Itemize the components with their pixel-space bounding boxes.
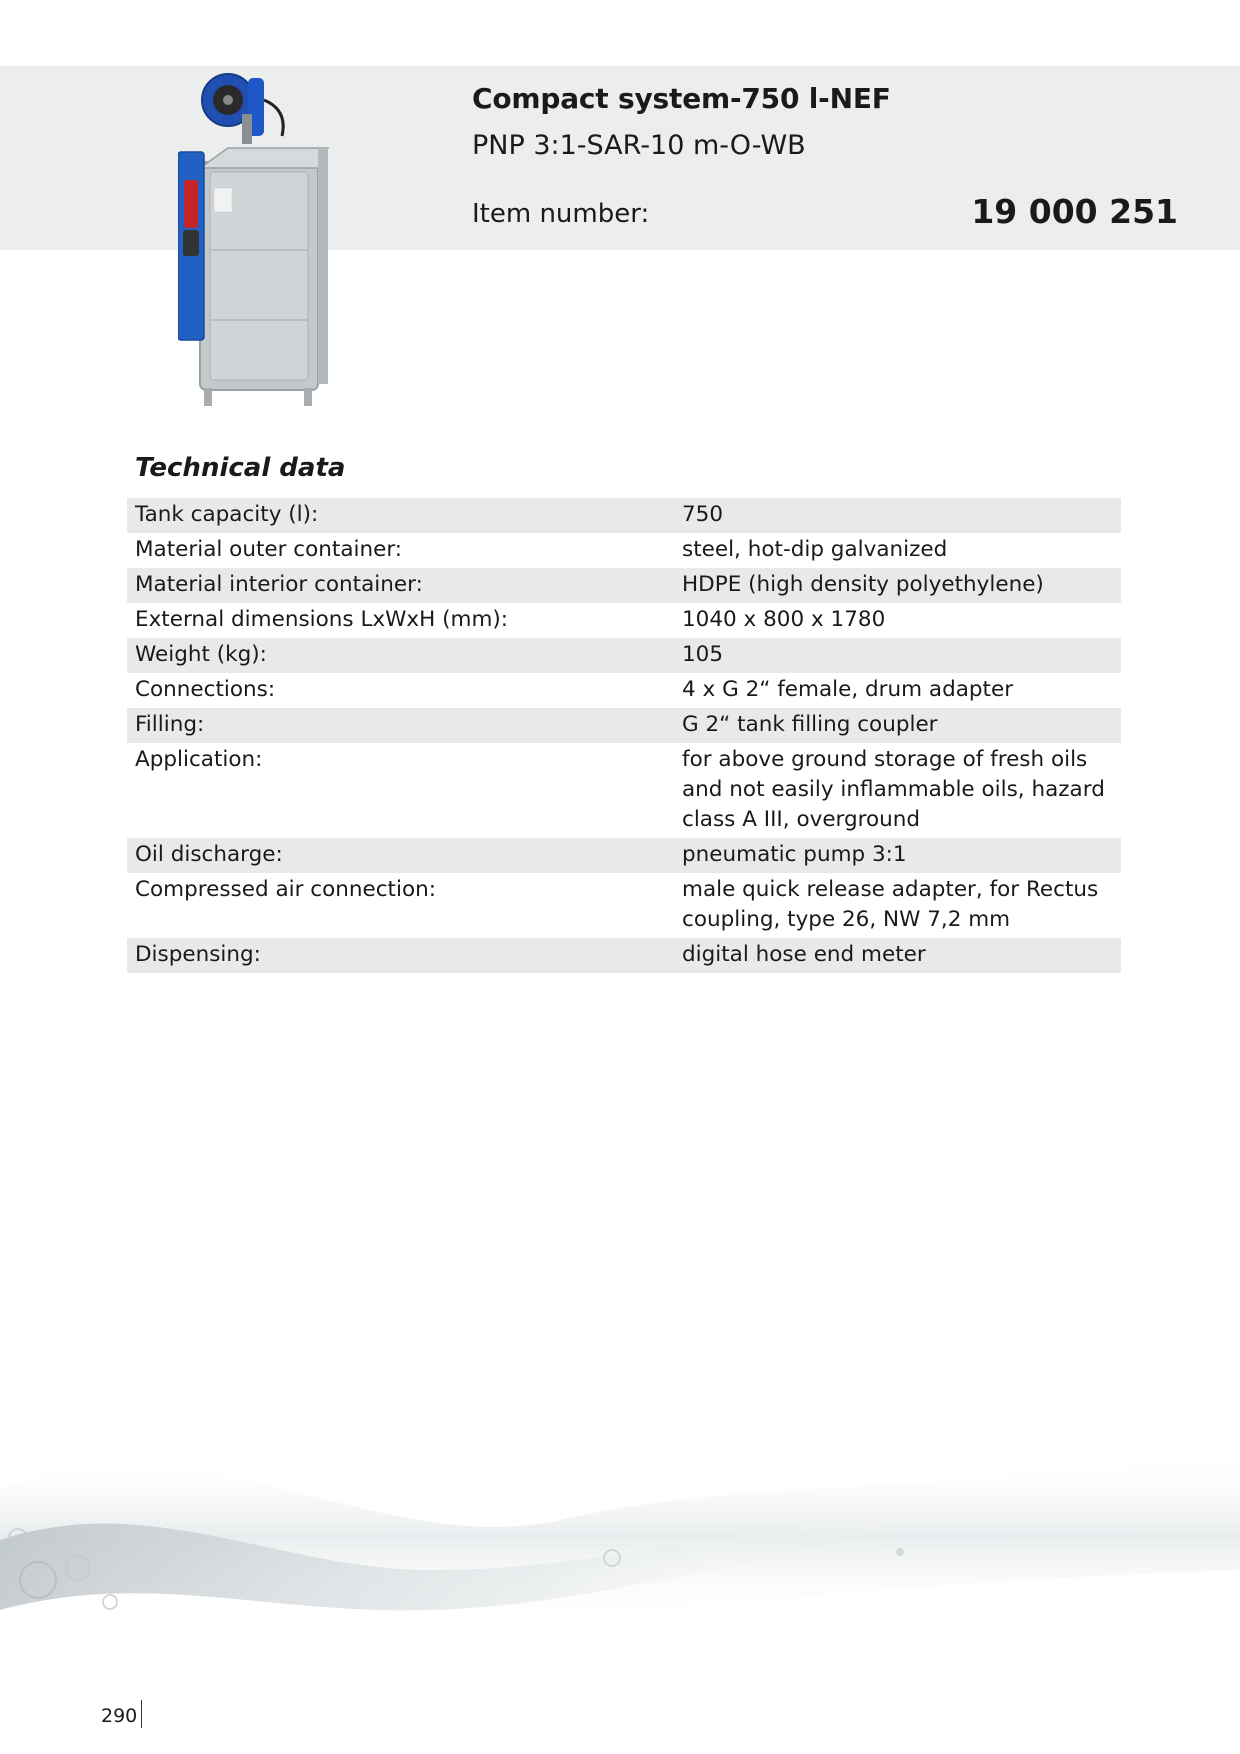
spec-label: Compressed air connection: [135, 877, 436, 902]
spec-label: Material interior container: [135, 572, 423, 597]
spec-value: 105 [682, 642, 724, 667]
product-subtitle: PNP 3:1-SAR-10 m-O-WB [472, 130, 806, 161]
table-row [127, 533, 1121, 568]
technical-data-table [127, 498, 1121, 973]
technical-data-heading: Technical data [135, 453, 346, 483]
table-row [127, 873, 1121, 938]
spec-value: for above ground storage of fresh oils and not easily inflammable oils, hazard class A III, overground [682, 747, 1105, 832]
page-number: 290 [101, 1705, 138, 1727]
spec-label: Oil discharge: [135, 842, 283, 867]
table-row [127, 568, 1121, 603]
spec-value: HDPE (high density polyethylene) [682, 572, 1044, 597]
item-number-value: 19 000 251 [971, 192, 1178, 231]
table-row [127, 498, 1121, 533]
spec-value: 1040 x 800 x 1780 [682, 607, 886, 632]
water-splash-decoration [0, 1370, 1240, 1670]
spec-label: Weight (kg): [135, 642, 267, 667]
spec-label: Filling: [135, 712, 205, 737]
spec-value: digital hose end meter [682, 942, 926, 967]
spec-label: Tank capacity (l): [135, 502, 319, 527]
spec-label: Material outer container: [135, 537, 403, 562]
table-row [127, 603, 1121, 638]
item-number-label: Item number: [472, 199, 650, 229]
table-row [127, 743, 1121, 838]
spec-value: 750 [682, 502, 724, 527]
spec-value: steel, hot-dip galvanized [682, 537, 948, 562]
table-row [127, 638, 1121, 673]
spec-value: male quick release adapter, for Rectus coupling, type 26, NW 7,2 mm [682, 877, 1099, 932]
spec-label: Connections: [135, 677, 276, 702]
spec-value: pneumatic pump 3:1 [682, 842, 907, 867]
spec-label: Dispensing: [135, 942, 261, 967]
spec-label: Application: [135, 747, 263, 772]
table-row [127, 838, 1121, 873]
spec-value: G 2“ tank filling coupler [682, 712, 938, 737]
table-row [127, 673, 1121, 708]
product-title: Compact system-750 l-NEF [472, 82, 891, 115]
product-image [178, 70, 350, 410]
table-row [127, 708, 1121, 743]
page-number-divider [141, 1700, 142, 1728]
table-row [127, 938, 1121, 973]
spec-label: External dimensions LxWxH (mm): [135, 607, 509, 632]
spec-value: 4 x G 2“ female, drum adapter [682, 677, 1014, 702]
